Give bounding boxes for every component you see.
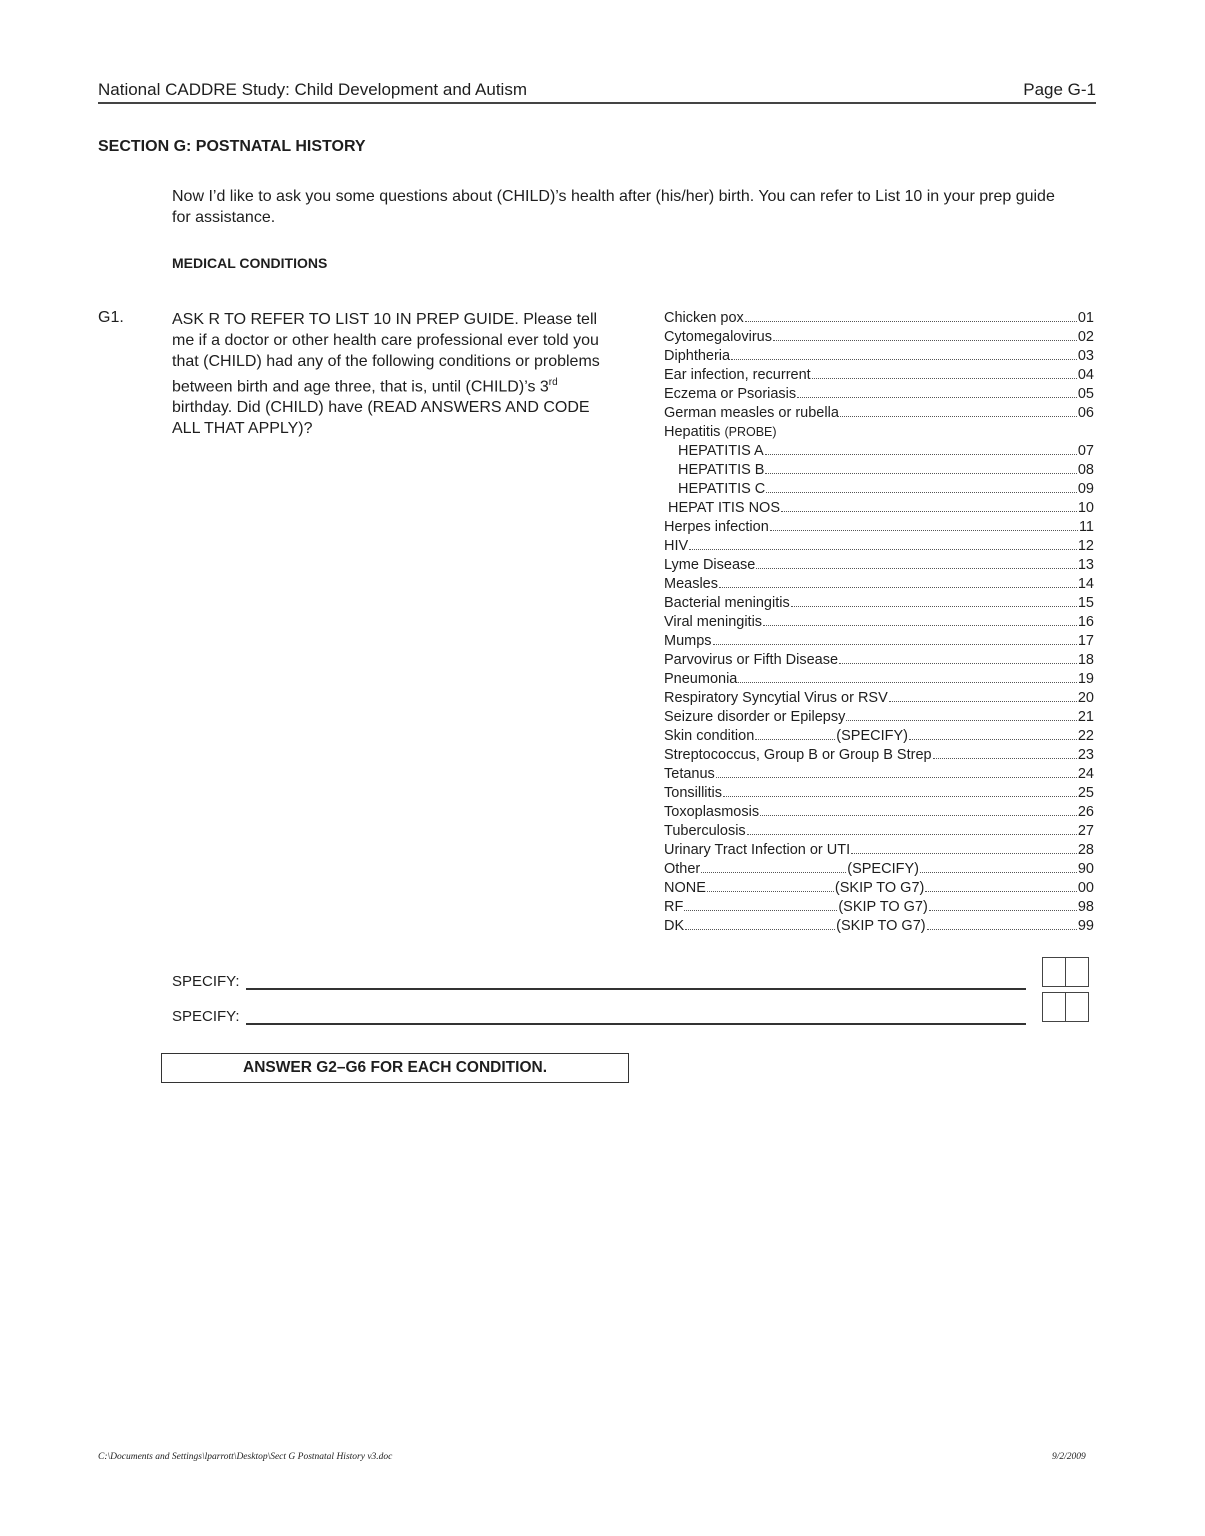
footer-date: 9/2/2009 xyxy=(1052,1452,1086,1462)
answer-code: 14 xyxy=(1077,576,1094,592)
page-header xyxy=(98,74,1096,104)
answer-code: 09 xyxy=(1077,481,1094,497)
instruction-box: ANSWER G2–G6 FOR EACH CONDITION. xyxy=(161,1053,629,1083)
answer-row[interactable] xyxy=(664,309,1094,328)
answer-code: 12 xyxy=(1077,538,1094,554)
answer-code: 98 xyxy=(1077,899,1094,915)
answer-code: 16 xyxy=(1077,614,1094,630)
answer-code: 00 xyxy=(1077,880,1094,896)
section-title: SECTION G: POSTNATAL HISTORY xyxy=(98,138,366,155)
answer-code: 01 xyxy=(1077,310,1094,326)
answer-row[interactable] xyxy=(664,366,1094,385)
page-number: Page G-1 xyxy=(1023,80,1096,99)
answer-note: (SPECIFY) xyxy=(836,728,908,744)
answer-label: Tonsillitis xyxy=(664,785,723,801)
answer-row[interactable] xyxy=(664,480,1094,499)
answer-code: 05 xyxy=(1077,386,1094,402)
answer-label: Skin condition xyxy=(664,728,755,744)
answer-label: Eczema or Psoriasis xyxy=(664,386,797,402)
answer-label: HEPATITIS B xyxy=(678,462,765,478)
answer-label: Mumps xyxy=(664,633,712,649)
answer-label: Lyme Disease xyxy=(664,557,756,573)
answer-row[interactable] xyxy=(664,917,1094,936)
answer-label: Other xyxy=(664,861,701,877)
answer-label: Tuberculosis xyxy=(664,823,746,839)
answer-code: 17 xyxy=(1077,633,1094,649)
answer-row[interactable] xyxy=(664,613,1094,632)
answer-code: 27 xyxy=(1077,823,1094,839)
answer-row[interactable] xyxy=(664,594,1094,613)
question-text xyxy=(172,309,608,439)
answer-label: German measles or rubella xyxy=(664,405,839,421)
answer-row[interactable] xyxy=(664,537,1094,556)
answer-label: RF xyxy=(664,899,684,915)
answer-code: 22 xyxy=(1077,728,1094,744)
answer-row[interactable] xyxy=(664,841,1094,860)
answer-code: 02 xyxy=(1077,329,1094,345)
specify-line[interactable] xyxy=(246,1005,1026,1025)
hepatitis-header xyxy=(664,423,1094,442)
probe-note: (PROBE) xyxy=(724,425,777,439)
answer-code: 03 xyxy=(1077,348,1094,364)
answer-label: Measles xyxy=(664,576,718,592)
answer-label: NONE xyxy=(664,880,706,896)
answer-row[interactable] xyxy=(664,879,1094,898)
answer-row[interactable] xyxy=(664,765,1094,784)
answer-row[interactable] xyxy=(664,499,1094,518)
intro-text: Now I’d like to ask you some questions about (CHILD)’s health after (his/her) birth. You can refer to List 10 in your prep guide for assistance. xyxy=(172,188,1055,226)
answer-row[interactable] xyxy=(664,632,1094,651)
answer-note: (SPECIFY) xyxy=(847,861,919,877)
answer-code: 20 xyxy=(1077,690,1094,706)
answer-code: 06 xyxy=(1077,405,1094,421)
answer-label: Respiratory Syncytial Virus or RSV xyxy=(664,690,888,706)
answer-row[interactable] xyxy=(664,784,1094,803)
specify-line[interactable] xyxy=(246,970,1026,990)
code-box[interactable] xyxy=(1065,992,1089,1022)
answer-label: Seizure disorder or Epilepsy xyxy=(664,709,846,725)
answer-code: 23 xyxy=(1077,747,1094,763)
specify-label: SPECIFY: xyxy=(172,973,240,990)
code-box[interactable] xyxy=(1042,992,1066,1022)
answer-row[interactable] xyxy=(664,803,1094,822)
answer-row[interactable] xyxy=(664,860,1094,879)
answer-code: 13 xyxy=(1077,557,1094,573)
answer-code: 04 xyxy=(1077,367,1094,383)
answer-row[interactable] xyxy=(664,461,1094,480)
answer-row[interactable] xyxy=(664,651,1094,670)
answer-label: Pneumonia xyxy=(664,671,738,687)
answer-code: 11 xyxy=(1078,519,1094,535)
specify-field-1[interactable] xyxy=(172,970,1026,990)
answer-row[interactable] xyxy=(664,385,1094,404)
answer-row[interactable] xyxy=(664,670,1094,689)
answer-label: Tetanus xyxy=(664,766,715,782)
subsection-title: MEDICAL CONDITIONS xyxy=(172,255,328,271)
answer-row[interactable] xyxy=(664,328,1094,347)
answer-label: Chicken pox xyxy=(664,310,744,326)
answer-code: 19 xyxy=(1077,671,1094,687)
answer-code: 18 xyxy=(1077,652,1094,668)
answer-row[interactable] xyxy=(664,689,1094,708)
answer-code: 08 xyxy=(1077,462,1094,478)
specify-field-2[interactable] xyxy=(172,1005,1026,1025)
footer-path: C:\Documents and Settings\lparrott\Desktop\Sect G Postnatal History v3.doc xyxy=(98,1452,393,1462)
code-box[interactable] xyxy=(1042,957,1066,987)
question-text-sup: rd xyxy=(548,377,558,388)
answer-row[interactable] xyxy=(664,746,1094,765)
answer-label: Bacterial meningitis xyxy=(664,595,790,611)
answer-label: HIV xyxy=(664,538,689,554)
answer-label: Streptococcus, Group B or Group B Strep xyxy=(664,747,932,763)
code-boxes-1[interactable] xyxy=(1042,957,1087,987)
answer-label: Diphtheria xyxy=(664,348,731,364)
specify-label: SPECIFY: xyxy=(172,1008,240,1025)
document-title: National CADDRE Study: Child Development and Autism xyxy=(98,80,527,99)
answer-label: HEPAT ITIS NOS xyxy=(668,500,780,516)
answer-note: (SKIP TO G7) xyxy=(836,918,926,934)
answer-label: HEPATITIS A xyxy=(678,443,764,459)
answer-row[interactable] xyxy=(664,518,1094,537)
question-text-part1: ASK R TO REFER TO LIST 10 IN PREP GUIDE. Please tell me if a doctor or other health care professional ever told you that (CHILD) had any of the following conditions or problems between birth and age three, that is, until (CHILD)’s 3 xyxy=(172,311,600,396)
answer-code: 25 xyxy=(1077,785,1094,801)
answer-code: 15 xyxy=(1077,595,1094,611)
answer-code: 24 xyxy=(1077,766,1094,782)
answer-note: (SKIP TO G7) xyxy=(838,899,928,915)
answer-code: 10 xyxy=(1077,500,1094,516)
answer-label: Urinary Tract Infection or UTI xyxy=(664,842,851,858)
question-text-part2: birthday. Did (CHILD) have (READ ANSWERS AND CODE ALL THAT APPLY)? xyxy=(172,399,590,438)
answer-code: 07 xyxy=(1077,443,1094,459)
answer-label: Ear infection, recurrent xyxy=(664,367,811,383)
answer-row[interactable] xyxy=(664,556,1094,575)
answer-code: 26 xyxy=(1077,804,1094,820)
answer-label: Viral meningitis xyxy=(664,614,763,630)
answer-row[interactable] xyxy=(664,822,1094,841)
answer-list xyxy=(664,309,1094,936)
answer-label: Cytomegalovirus xyxy=(664,329,772,345)
hepatitis-label: Hepatitis xyxy=(664,424,721,440)
answer-label: Parvovirus or Fifth Disease xyxy=(664,652,839,668)
answer-label: DK xyxy=(664,918,685,934)
answer-note: (SKIP TO G7) xyxy=(834,880,925,896)
code-box[interactable] xyxy=(1065,957,1089,987)
answer-code: 21 xyxy=(1077,709,1094,725)
answer-row[interactable] xyxy=(664,575,1094,594)
answer-code: 99 xyxy=(1077,918,1094,934)
answer-row[interactable] xyxy=(664,898,1094,917)
answer-label: Herpes infection xyxy=(664,519,769,535)
answer-label: Toxoplasmosis xyxy=(664,804,760,820)
answer-label: HEPATITIS C xyxy=(678,481,766,497)
answer-row[interactable] xyxy=(664,442,1094,461)
answer-row[interactable] xyxy=(664,347,1094,366)
answer-code: 90 xyxy=(1077,861,1094,877)
answer-row[interactable] xyxy=(664,708,1094,727)
answer-row[interactable] xyxy=(664,727,1094,746)
answer-code: 28 xyxy=(1077,842,1094,858)
code-boxes-2[interactable] xyxy=(1042,992,1087,1022)
question-number: G1. xyxy=(98,309,124,326)
answer-row[interactable] xyxy=(664,404,1094,423)
